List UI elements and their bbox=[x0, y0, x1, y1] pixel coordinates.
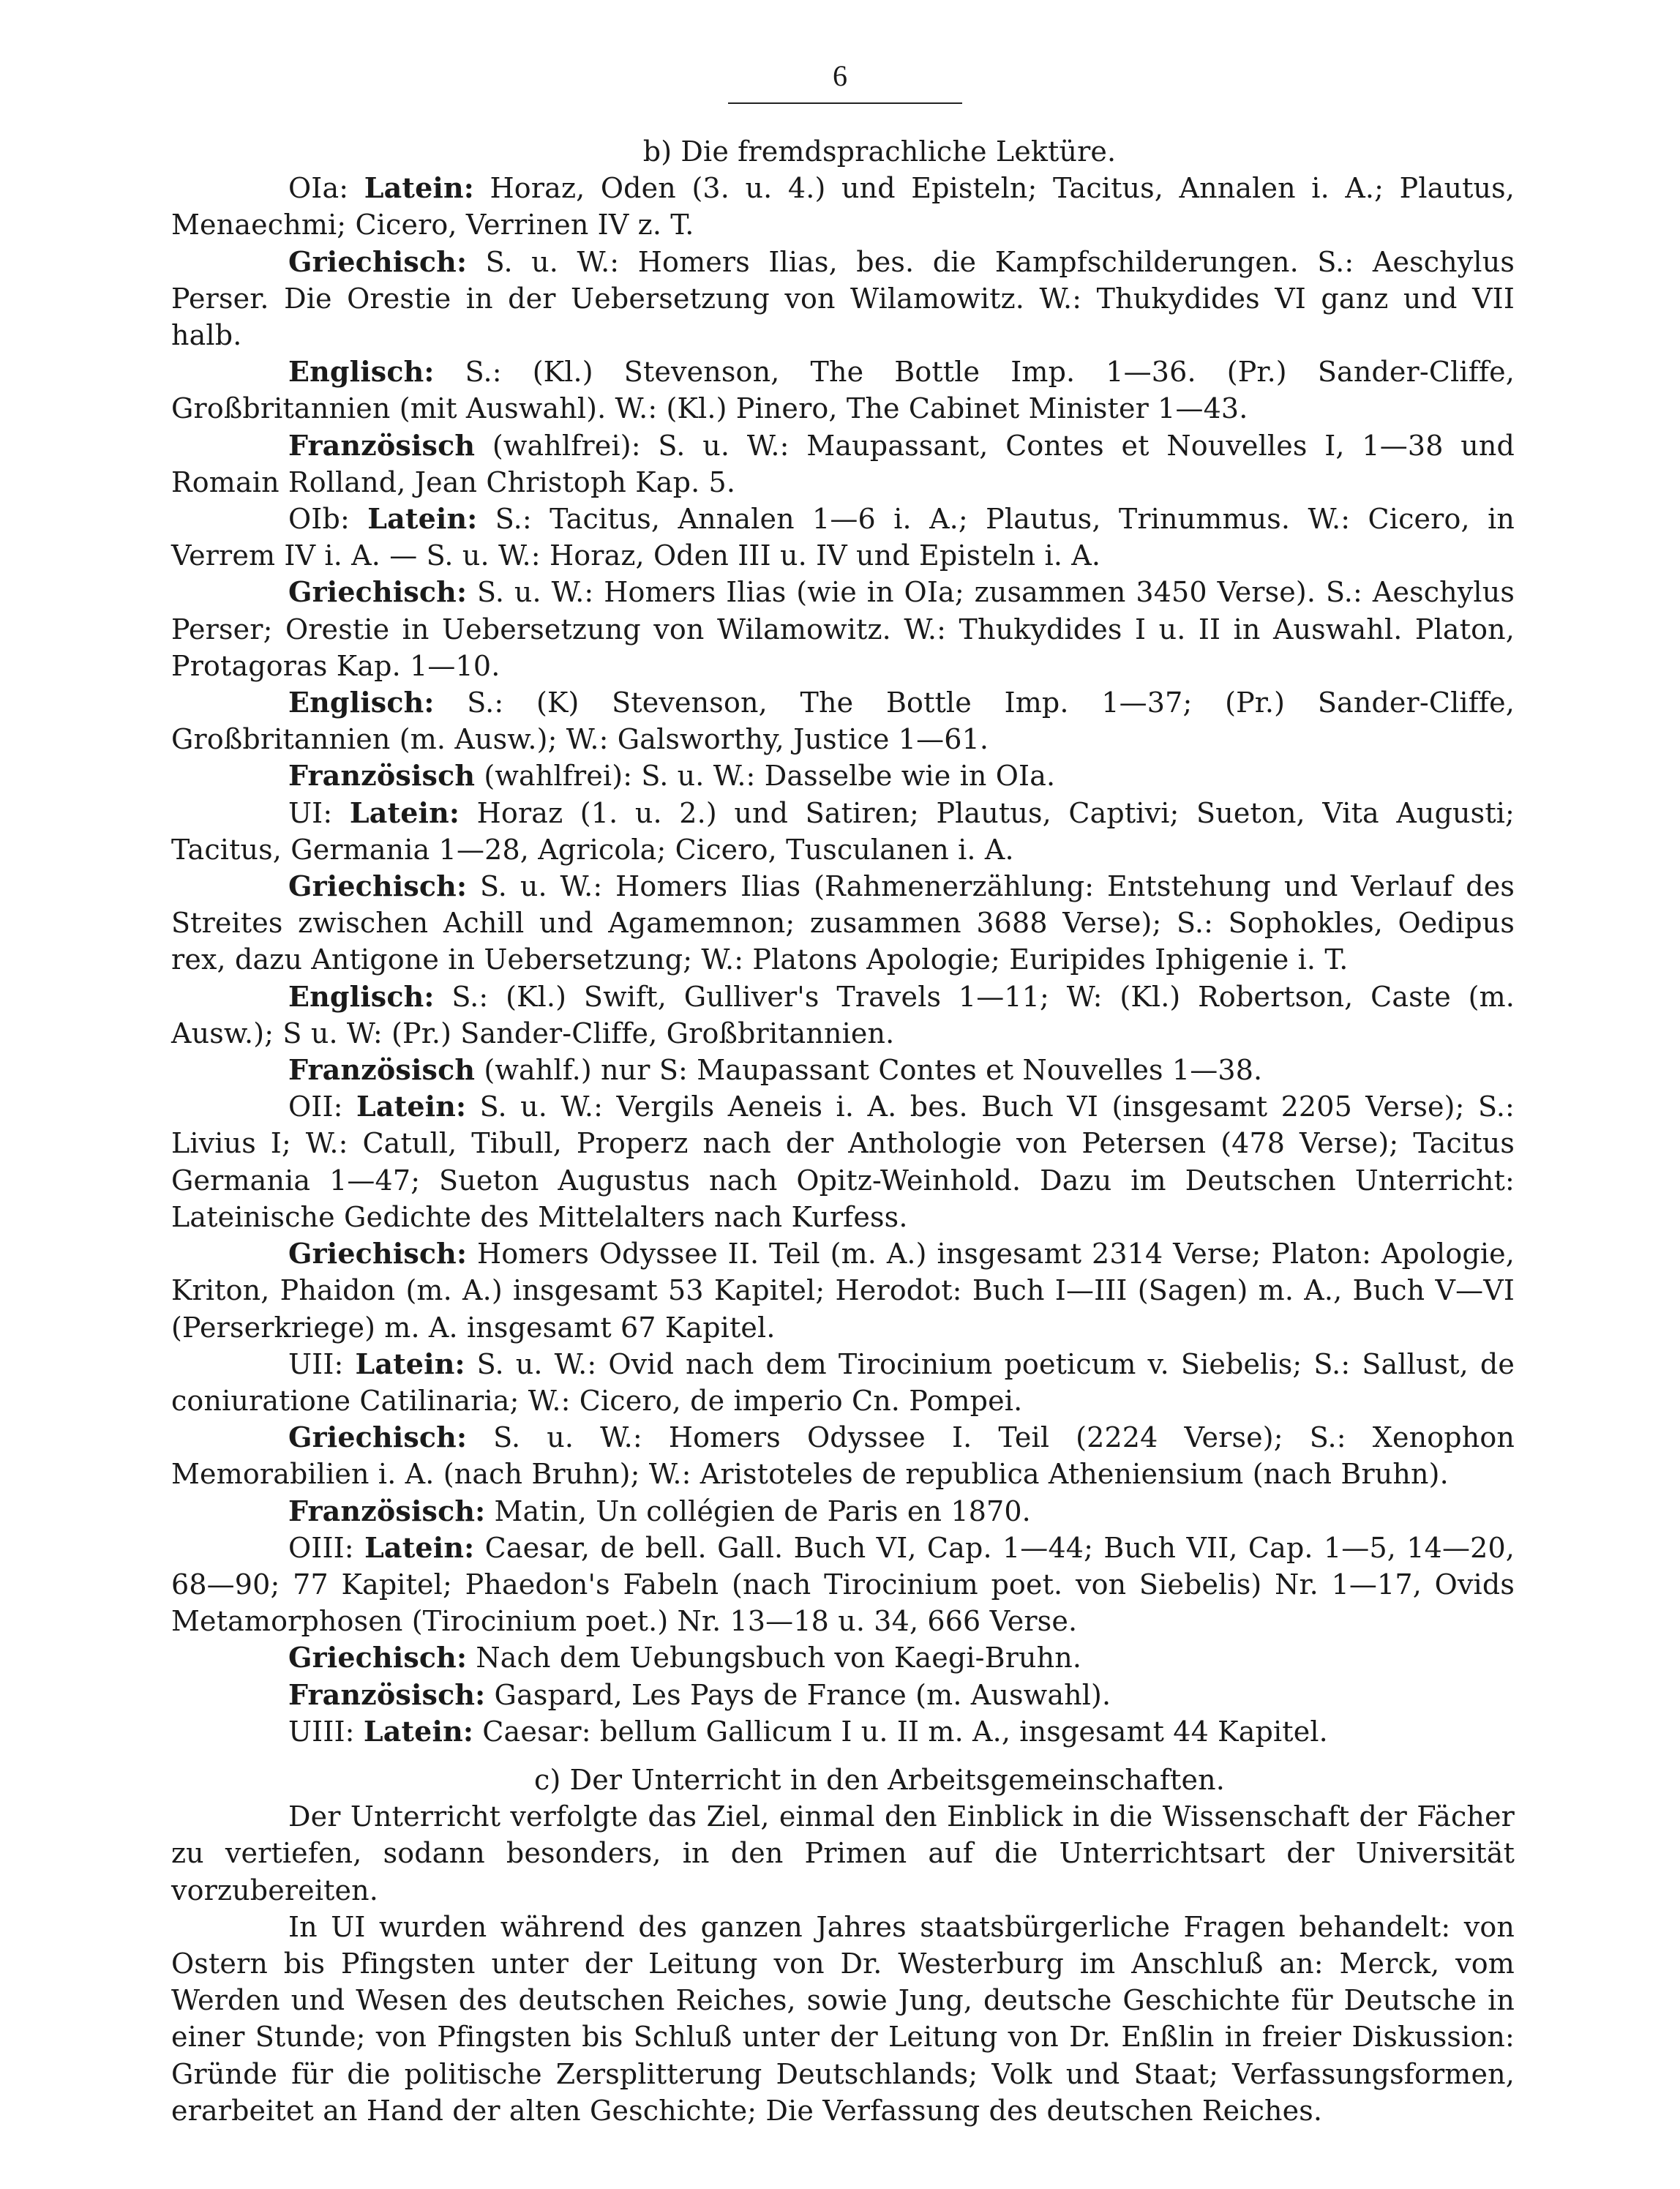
lecture-paragraph bbox=[171, 1052, 1515, 1088]
subject-label: Englisch: bbox=[288, 355, 435, 389]
lecture-paragraph bbox=[171, 1419, 1515, 1492]
page-body bbox=[171, 133, 1515, 2129]
subject-label: Griechisch: bbox=[288, 1237, 468, 1271]
page-number-rule bbox=[728, 102, 962, 104]
reading-text: Caesar, de bell. Gall. Buch VI, Cap. 1—44; Buch VII, Cap. 1—5, 14—20, 68—90; 77 Kapitel; Phaedon's Fabeln (nach Tirocinium poet. von Siebelis) Nr. 1—17, Ovids Metamorphosen (Tirocinium poet.) Nr. 13—18 u. 34, 666 Verse. bbox=[171, 1531, 1515, 1638]
subject-label: Griechisch: bbox=[288, 575, 468, 609]
reading-text: S.: (Kl.) Stevenson, The Bottle Imp. 1—36. (Pr.) Sander-Cliffe, Großbritannien (mit Auswahl). W.: (Kl.) Pinero, The Cabinet Minister 1—43. bbox=[171, 356, 1515, 425]
subject-label: Latein: bbox=[364, 171, 474, 205]
lecture-paragraph bbox=[171, 1088, 1515, 1235]
reading-text: S. u. W.: Homers Odyssee I. Teil (2224 Verse); S.: Xenophon Memorabilien i. A. (nach Bruhn); W.: Aristoteles de republica Atheniensium (nach Bruhn). bbox=[171, 1421, 1515, 1491]
reading-text: (wahlfrei): S. u. W.: Maupassant, Contes et Nouvelles I, 1—38 und Romain Rolland, Jean Christoph Kap. 5. bbox=[171, 429, 1515, 498]
class-prefix: UII: bbox=[288, 1347, 356, 1380]
lecture-paragraph bbox=[171, 978, 1515, 1052]
class-prefix: UIII: bbox=[288, 1715, 364, 1748]
reading-text: Caesar: bellum Gallicum I u. II m. A., insgesamt 44 Kapitel. bbox=[473, 1715, 1328, 1748]
workgroup-paragraph: Der Unterricht verfolgte das Ziel, einmal den Einblick in die Wissenschaft der Fächer zu vertiefen, sodann besonders, in den Primen auf die Unterrichtsart der Universität vorzubereiten. bbox=[171, 1800, 1515, 1907]
subject-label: Latein: bbox=[349, 796, 460, 829]
section-gap bbox=[171, 1750, 1515, 1762]
subject-label: Französisch: bbox=[288, 1494, 486, 1527]
section-b-paragraphs bbox=[171, 170, 1515, 1750]
subject-label: Griechisch: bbox=[288, 1421, 468, 1454]
lecture-paragraph bbox=[171, 501, 1515, 574]
lecture-paragraph bbox=[171, 1530, 1515, 1640]
subject-label: Griechisch: bbox=[288, 1641, 468, 1675]
class-prefix: OIb: bbox=[288, 503, 368, 536]
class-prefix: OIII: bbox=[288, 1531, 365, 1564]
section-c-heading: c) Der Unterricht in den Arbeitsgemeinschaften. bbox=[534, 1763, 1225, 1796]
lecture-paragraph bbox=[171, 244, 1515, 354]
lecture-paragraph bbox=[171, 170, 1515, 243]
lecture-paragraph bbox=[171, 1493, 1515, 1530]
reading-text: Nach dem Uebungsbuch von Kaegi-Bruhn. bbox=[467, 1642, 1082, 1675]
subject-label: Französisch: bbox=[288, 1677, 486, 1711]
workgroup-paragraph: In UI wurden während des ganzen Jahres staatsbürgerliche Fragen behandelt: von Ostern bis Pfingsten unter der Leitung von Dr. Westerburg im Anschluß an: Merck, vom Werden und Wesen des deutschen Reiches, sowie Jung, deutsche Geschichte für Deutsche in einer Stunde; von Pfingsten bis Schluß unter der Leitung von Dr. Enßlin in freier Diskussion: Gründe für die politische Zersplitterung Deutschlands; Volk und Staat; Verfassungsformen, erarbeitet an Hand der alten Geschichte; Die Verfassung des deutschen Reiches. bbox=[171, 1910, 1515, 2127]
reading-text: S.: (Kl.) Swift, Gulliver's Travels 1—11; W: (Kl.) Robertson, Caste (m. Ausw.); S u. W: (Pr.) Sander-Cliffe, Großbritannien. bbox=[171, 980, 1515, 1049]
lecture-paragraph bbox=[171, 757, 1515, 794]
reading-text: S. u. W.: Vergils Aeneis i. A. bes. Buch VI (insgesamt 2205 Verse); S.: Livius I; W.: Catull, Tibull, Properz nach der Anthologie von Petersen (478 Verse); Tacitus Germania 1—47; Sueton Augustus nach Opitz-Weinhold. Dazu im Deutschen Unterricht: Lateinische Gedichte des Mittelalters nach Kurfess. bbox=[171, 1090, 1515, 1233]
lecture-paragraph bbox=[171, 1235, 1515, 1346]
lecture-paragraph bbox=[171, 427, 1515, 501]
lecture-paragraph bbox=[171, 684, 1515, 757]
subject-label: Latein: bbox=[363, 1714, 474, 1748]
reading-text: S.: (K) Stevenson, The Bottle Imp. 1—37; (Pr.) Sander-Cliffe, Großbritannien (m. Ausw.); W.: Galsworthy, Justice 1—61. bbox=[171, 686, 1515, 756]
reading-text: S. u. W.: Homers Ilias (Rahmenerzählung: Entstehung und Verlauf des Streites zwischen Achill und Agamemnon; zusammen 3688 Verse); S.: Sophokles, Oedipus rex, dazu Antigone in Uebersetzung; W.: Platons Apologie; Euripides Iphigenie i. T. bbox=[171, 870, 1515, 976]
lecture-paragraph bbox=[171, 1346, 1515, 1419]
reading-text: S. u. W.: Homers Ilias (wie in OIa; zusammen 3450 Verse). S.: Aeschylus Perser; Orestie in Uebersetzung von Wilamowitz. W.: Thukydides I u. II in Auswahl. Platon, Protagoras Kap. 1—10. bbox=[171, 576, 1515, 682]
section-b-heading: b) Die fremdsprachliche Lektüre. bbox=[642, 135, 1117, 168]
section-c-paragraphs bbox=[171, 1798, 1515, 2129]
class-prefix: OIa: bbox=[288, 172, 364, 205]
reading-text: S. u. W.: Homers Ilias, bes. die Kampfschilderungen. S.: Aeschylus Perser. Die Orestie in der Uebersetzung von Wilamowitz. W.: Thukydides VI ganz und VII halb. bbox=[171, 245, 1515, 352]
lecture-paragraph bbox=[171, 353, 1515, 427]
reading-text: S. u. W.: Ovid nach dem Tirocinium poeticum v. Siebelis; S.: Sallust, de coniuratione Catilinaria; W.: Cicero, de imperio Cn. Pompei. bbox=[171, 1347, 1515, 1417]
subject-label: Latein: bbox=[356, 1090, 467, 1123]
subject-label: Latein: bbox=[364, 1530, 475, 1564]
reading-text: Homers Odyssee II. Teil (m. A.) insgesamt 2314 Verse; Platon: Apologie, Kriton, Phaidon (m. A.) insgesamt 53 Kapitel; Herodot: Buch I—III (Sagen) m. A., Buch V—VI (Perserkriege) m. A. insgesamt 67 Kapitel. bbox=[171, 1238, 1515, 1344]
subject-label: Griechisch: bbox=[288, 869, 468, 903]
subject-label: Englisch: bbox=[288, 979, 435, 1013]
reading-text: Horaz, Oden (3. u. 4.) und Episteln; Tacitus, Annalen i. A.; Plautus, Menaechmi; Cicero, Verrinen IV z. T. bbox=[171, 172, 1515, 242]
lecture-paragraph bbox=[171, 1677, 1515, 1713]
class-prefix: OII: bbox=[288, 1090, 356, 1123]
reading-text: Gaspard, Les Pays de France (m. Auswahl). bbox=[485, 1678, 1111, 1711]
class-prefix: UI: bbox=[288, 796, 350, 829]
lecture-paragraph bbox=[171, 868, 1515, 978]
lecture-paragraph bbox=[171, 574, 1515, 684]
reading-text: (wahlfrei): S. u. W.: Dasselbe wie in OIa. bbox=[475, 760, 1056, 793]
lecture-paragraph bbox=[171, 795, 1515, 868]
subject-label: Latein: bbox=[367, 502, 478, 536]
reading-text: (wahlf.) nur S: Maupassant Contes et Nouvelles 1—38. bbox=[475, 1054, 1263, 1087]
subject-label: Latein: bbox=[355, 1347, 465, 1380]
subject-label: Französisch bbox=[288, 759, 476, 793]
reading-text: Horaz (1. u. 2.) und Satiren; Plautus, Captivi; Sueton, Vita Augusti; Tacitus, Germania 1—28, Agricola; Cicero, Tusculanen i. A. bbox=[171, 796, 1515, 866]
subject-label: Griechisch: bbox=[288, 244, 468, 278]
lecture-paragraph bbox=[171, 1713, 1515, 1750]
page-number: 6 bbox=[833, 59, 847, 92]
reading-text: S.: Tacitus, Annalen 1—6 i. A.; Plautus, Trinummus. W.: Cicero, in Verrem IV i. A. — S. u. W.: Horaz, Oden III u. IV und Episteln i. A. bbox=[171, 503, 1515, 572]
lecture-paragraph bbox=[171, 1639, 1515, 1676]
subject-label: Französisch bbox=[288, 428, 476, 462]
subject-label: Französisch bbox=[288, 1053, 476, 1087]
subject-label: Englisch: bbox=[288, 686, 435, 719]
reading-text: Matin, Un collégien de Paris en 1870. bbox=[485, 1494, 1031, 1527]
